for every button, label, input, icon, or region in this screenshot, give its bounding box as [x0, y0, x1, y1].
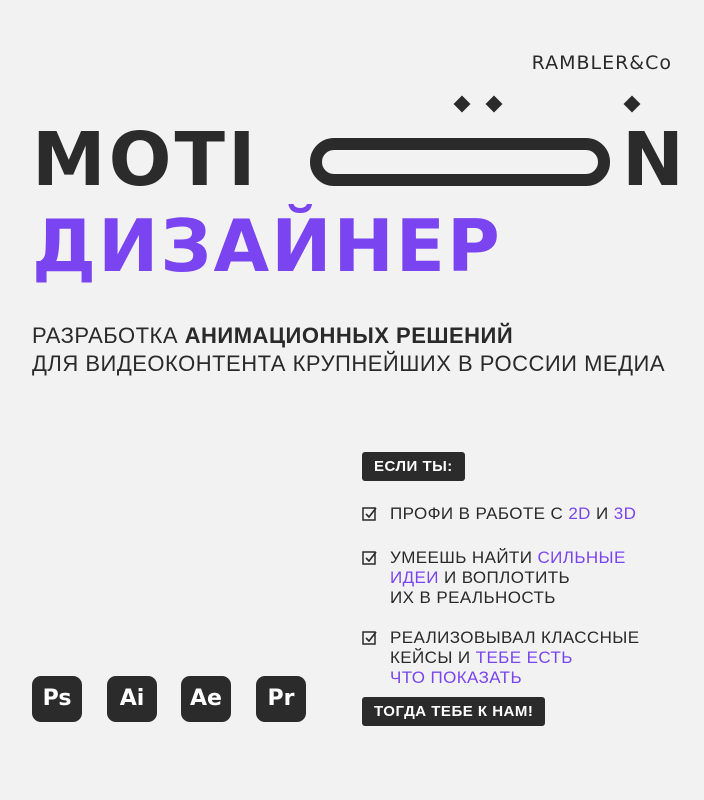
- photoshop-icon: Ps: [32, 676, 82, 722]
- requirement-line: [390, 668, 690, 688]
- diamond-decoration-left: [454, 96, 471, 113]
- requirement-text: [390, 548, 690, 608]
- requirement-text: [390, 504, 690, 524]
- requirement-highlight: ИДЕИ: [390, 568, 439, 587]
- requirement-highlight: ТЕБЕ ЕСТЬ: [475, 648, 573, 667]
- premiere-icon: Pr: [256, 676, 306, 722]
- brand-logo: RAMBLER&Co: [531, 52, 672, 74]
- requirement-segment: И ВОПЛОТИТЬ: [438, 568, 571, 587]
- requirement-highlight: 3D: [613, 504, 637, 523]
- requirement-line: [390, 548, 690, 568]
- requirement-highlight: 2D: [568, 504, 591, 523]
- requirement-line: [390, 628, 690, 648]
- subtitle-plain: РАЗРАБОТКА: [32, 323, 185, 348]
- requirement-segment: ПРОФИ В РАБОТЕ С: [390, 504, 569, 523]
- after-effects-icon: Ae: [181, 676, 231, 722]
- subtitle: [32, 322, 665, 378]
- subtitle-line-1: [32, 322, 665, 350]
- requirement-line: [390, 504, 690, 524]
- requirement-highlight: СИЛЬНЫЕ: [537, 548, 626, 567]
- requirement-segment: РЕАЛИЗОВЫВАЛ КЛАССНЫЕ: [390, 628, 640, 647]
- headline-designer: ДИЗАЙНЕР: [32, 204, 502, 288]
- requirement-segment: КЕЙСЫ И: [390, 648, 476, 667]
- diamond-decoration-right: [624, 96, 641, 113]
- requirement-highlight: ЧТО ПОКАЗАТЬ: [390, 668, 523, 687]
- subtitle-bold: АНИМАЦИОННЫХ РЕШЕНИЙ: [184, 323, 514, 348]
- requirement-line: [390, 568, 690, 588]
- subtitle-line-2: ДЛЯ ВИДЕОКОНТЕНТА КРУПНЕЙШИХ В РОССИИ МЕДИА: [32, 351, 665, 376]
- checkbox-checked-icon: [362, 550, 378, 566]
- diamond-decoration-middle: [486, 96, 503, 113]
- requirement-segment: ИХ В РЕАЛЬНОСТЬ: [390, 588, 556, 607]
- stylized-o-shape: [310, 138, 610, 186]
- illustrator-icon: Ai: [107, 676, 157, 722]
- requirement-segment: УМЕЕШЬ НАЙТИ: [390, 548, 538, 567]
- checkbox-checked-icon: [362, 630, 378, 646]
- headline-motion-suffix: N: [622, 117, 684, 203]
- requirements-heading: ЕСЛИ ТЫ:: [362, 452, 465, 481]
- requirement-line: [390, 648, 690, 668]
- requirement-segment: И: [590, 504, 614, 523]
- headline-motion: [32, 117, 692, 203]
- requirement-line: [390, 588, 690, 608]
- headline-motion-prefix: MOTI: [32, 117, 259, 203]
- checkbox-checked-icon: [362, 506, 378, 522]
- call-to-action-badge: ТОГДА ТЕБЕ К НАМ!: [362, 697, 545, 726]
- requirement-text: [390, 628, 690, 688]
